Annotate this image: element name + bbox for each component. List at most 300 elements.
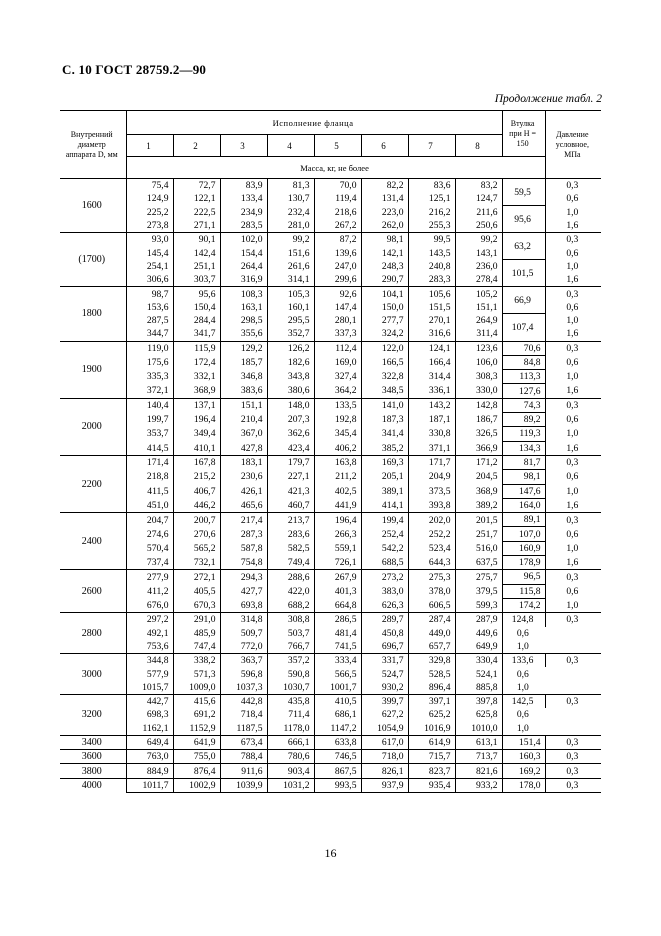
bushing-header: Втулка при H = 150 [502, 111, 545, 157]
mass-cell: 99,2 [267, 233, 314, 247]
bushing-cell: 70,6 [502, 341, 545, 355]
mass-cell: 106,0 [455, 355, 502, 369]
table-row [60, 370, 601, 384]
pressure-cell: 0,3 [545, 694, 601, 708]
table-row [60, 484, 601, 498]
mass-cell: 272,1 [173, 570, 220, 584]
pressure-cell: 0,6 [545, 527, 601, 541]
mass-cell: 649,4 [126, 735, 173, 749]
mass-cell: 867,5 [314, 764, 361, 778]
mass-cell: 1030,7 [267, 681, 314, 695]
table-row [60, 541, 601, 555]
diameter-cell: 3000 [60, 654, 126, 695]
mass-cell: 87,2 [314, 233, 361, 247]
mass-cell: 389,1 [361, 484, 408, 498]
mass-cell: 688,5 [361, 556, 408, 570]
mass-cell: 876,4 [173, 764, 220, 778]
mass-cell: 614,9 [408, 735, 455, 749]
bushing-cell: 178,9 [502, 556, 545, 570]
mass-cell: 414,5 [126, 441, 173, 455]
mass-cell: 335,3 [146, 371, 169, 383]
table-row [60, 398, 601, 412]
mass-cell: 627,2 [361, 708, 408, 721]
mass-cell: 485,9 [173, 627, 220, 640]
mass-cell: 196,4 [173, 413, 220, 427]
pressure-header: Давление условное, МПа [545, 111, 601, 179]
table-row [60, 314, 601, 327]
pressure-cell: 1,0 [502, 681, 545, 695]
mass-cell: 119,0 [126, 341, 173, 355]
mass-cell: 125,1 [408, 192, 455, 205]
mass-cell: 516,0 [455, 541, 502, 555]
mass-cell: 587,8 [220, 541, 267, 555]
diameter-cell: 2600 [60, 570, 126, 613]
mass-cell: 297,2 [126, 613, 173, 627]
mass-cell: 262,0 [361, 219, 408, 233]
table-row [60, 355, 601, 369]
mass-cell: 766,7 [267, 640, 314, 654]
mass-cell: 314,8 [220, 613, 267, 627]
mass-cell: 363,7 [220, 654, 267, 668]
table-row [60, 681, 601, 695]
mass-cell: 287,5 [146, 315, 169, 327]
table-row [60, 427, 601, 441]
mass-cell: 270,1 [408, 314, 455, 327]
mass-cell: 72,7 [173, 179, 220, 193]
mass-cell: 937,9 [361, 778, 408, 792]
mass-cell: 124,9 [146, 193, 169, 205]
mass-cell: 397,8 [455, 694, 502, 708]
mass-cell: 240,8 [408, 260, 455, 273]
bushing-cell: 142,5 [502, 694, 545, 708]
mass-cell: 435,8 [267, 694, 314, 708]
mass-cell: 1002,9 [173, 778, 220, 792]
flange-version-number: 2 [173, 135, 220, 157]
mass-cell: 1010,0 [455, 722, 502, 736]
mass-cell: 163,1 [220, 301, 267, 314]
pressure-cell: 1,0 [545, 598, 601, 612]
flange-version-number: 8 [455, 135, 502, 157]
mass-cell: 299,6 [314, 273, 361, 287]
mass-cell: 270,6 [173, 527, 220, 541]
mass-cell: 289,7 [361, 613, 408, 627]
pressure-cell: 0,3 [545, 778, 601, 792]
page-number: 16 [324, 846, 337, 860]
mass-cell: 737,4 [126, 556, 173, 570]
mass-cell: 524,7 [361, 667, 408, 680]
mass-cell: 441,9 [314, 498, 361, 512]
mass-cell: 252,4 [361, 527, 408, 541]
mass-cell: 70,0 [314, 179, 361, 193]
mass-cell: 481,4 [314, 627, 361, 640]
mass-cell: 383,0 [361, 584, 408, 598]
bushing-cell: 98,1 [502, 470, 545, 484]
mass-cell: 911,6 [220, 764, 267, 778]
table-row [60, 598, 601, 612]
mass-cell: 154,4 [220, 246, 267, 259]
mass-cell: 105,2 [455, 287, 502, 301]
mass-cell: 449,6 [455, 627, 502, 640]
pressure-cell: 0,3 [545, 570, 601, 584]
mass-cell: 402,5 [314, 484, 361, 498]
mass-cell: 380,6 [267, 384, 314, 398]
mass-cell: 337,3 [314, 327, 361, 341]
table-row [60, 640, 601, 654]
pressure-cell: 1,6 [545, 327, 601, 341]
mass-cell: 167,8 [173, 455, 220, 469]
mass-cell: 930,2 [361, 681, 408, 695]
mass-cell: 232,4 [267, 206, 314, 219]
pressure-cell: 0,6 [502, 708, 545, 721]
mass-cell: 780,6 [267, 750, 314, 764]
mass-cell: 150,4 [173, 301, 220, 314]
pressure-cell: 0,6 [502, 627, 545, 640]
mass-cell: 582,5 [267, 541, 314, 555]
mass-cell: 1039,9 [220, 778, 267, 792]
mass-cell: 172,4 [173, 355, 220, 369]
mass-cell: 286,5 [314, 613, 361, 627]
mass-cell: 341,7 [173, 327, 220, 341]
table-row [60, 455, 601, 469]
mass-cell: 657,7 [408, 640, 455, 654]
pressure-cell: 1,0 [545, 370, 601, 384]
mass-cell: 211,2 [314, 470, 361, 484]
mass-cell: 372,1 [126, 384, 173, 398]
pressure-cell: 1,6 [545, 219, 601, 233]
mass-cell: 182,6 [267, 355, 314, 369]
mass-cell: 124,7 [455, 192, 502, 205]
mass-cell: 676,0 [126, 598, 173, 612]
mass-cell: 225,2 [146, 206, 169, 218]
mass-cell: 559,1 [314, 541, 361, 555]
mass-cell: 411,5 [147, 485, 169, 497]
mass-cell: 248,3 [361, 260, 408, 273]
mass-cell: 649,9 [455, 640, 502, 654]
mass-cell: 625,2 [408, 708, 455, 721]
mass-cell: 254,1 [146, 260, 169, 272]
bushing-cell: 63,2 [502, 233, 545, 260]
mass-cell: 151,1 [455, 301, 502, 314]
pressure-cell: 1,0 [545, 260, 601, 273]
mass-cell: 99,5 [408, 233, 455, 247]
flange-version-number: 7 [408, 135, 455, 157]
mass-cell: 353,7 [146, 428, 169, 440]
mass-cell: 255,3 [408, 219, 455, 233]
table-row [60, 750, 601, 764]
mass-cell: 577,9 [146, 668, 169, 680]
mass-cell: 287,4 [408, 613, 455, 627]
mass-cell: 1178,0 [267, 722, 314, 736]
mass-cell: 306,6 [126, 273, 173, 287]
mass-cell: 204,5 [455, 470, 502, 484]
bushing-cell: 169,2 [502, 764, 545, 778]
mass-cell: 230,6 [220, 470, 267, 484]
mass-cell: 227,1 [267, 470, 314, 484]
bushing-cell: 115,8 [502, 584, 545, 598]
mass-cell: 421,3 [267, 484, 314, 498]
mass-cell: 202,0 [408, 513, 455, 527]
mass-cell: 442,7 [126, 694, 173, 708]
mass-table [60, 110, 601, 793]
mass-cell: 90,1 [173, 233, 220, 247]
mass-cell: 348,5 [361, 384, 408, 398]
mass-cell: 83,2 [455, 179, 502, 193]
mass-cell: 352,7 [267, 327, 314, 341]
mass-cell: 140,4 [126, 398, 173, 412]
mass-units-header: Масса, кг, не более [126, 157, 545, 179]
mass-cell: 345,4 [314, 427, 361, 441]
bushing-cell: 59,5 [502, 179, 545, 206]
mass-cell: 333,4 [314, 654, 361, 668]
mass-cell: 273,2 [361, 570, 408, 584]
mass-cell: 698,3 [146, 709, 169, 721]
mass-cell: 169,0 [314, 355, 361, 369]
mass-cell: 283,3 [408, 273, 455, 287]
mass-cell: 179,7 [267, 455, 314, 469]
mass-cell: 385,2 [361, 441, 408, 455]
mass-cell: 204,7 [126, 513, 173, 527]
mass-cell: 213,7 [267, 513, 314, 527]
mass-cell: 711,4 [267, 708, 314, 721]
mass-cell: 613,1 [455, 735, 502, 749]
table-row [60, 527, 601, 541]
pressure-cell: 0,3 [545, 613, 601, 627]
mass-cell: 95,6 [173, 287, 220, 301]
table-row [60, 413, 601, 427]
mass-cell: 565,2 [173, 541, 220, 555]
mass-cell: 151,5 [408, 301, 455, 314]
table-row [60, 206, 601, 219]
mass-cell: 150,0 [361, 301, 408, 314]
bushing-cell: 160,3 [502, 750, 545, 764]
table-row [60, 470, 601, 484]
mass-cell: 250,6 [455, 219, 502, 233]
mass-cell: 124,1 [408, 341, 455, 355]
diameter-cell: 3800 [60, 764, 126, 778]
mass-cell: 280,1 [314, 314, 361, 327]
mass-cell: 746,5 [314, 750, 361, 764]
mass-cell: 670,3 [173, 598, 220, 612]
mass-cell: 772,0 [220, 640, 267, 654]
mass-cell: 218,6 [314, 206, 361, 219]
mass-cell: 542,2 [361, 541, 408, 555]
mass-cell: 327,4 [314, 370, 361, 384]
diameter-cell: (1700) [60, 233, 126, 287]
table-row [60, 722, 601, 736]
bushing-cell: 113,3 [502, 370, 545, 384]
mass-cell: 442,8 [220, 694, 267, 708]
bushing-cell: 178,0 [502, 778, 545, 792]
table-row [60, 570, 601, 584]
pressure-cell: 1,6 [545, 498, 601, 512]
bushing-cell: 89,1 [502, 513, 545, 527]
mass-cell: 933,2 [455, 778, 502, 792]
mass-cell: 673,4 [220, 735, 267, 749]
mass-cell: 166,5 [361, 355, 408, 369]
mass-cell: 192,8 [314, 413, 361, 427]
mass-cell: 606,5 [408, 598, 455, 612]
diameter-cell: 2800 [60, 613, 126, 654]
mass-cell: 326,5 [455, 427, 502, 441]
mass-cell: 98,1 [361, 233, 408, 247]
bushing-cell: 107,4 [502, 314, 545, 341]
pressure-cell: 0,6 [545, 355, 601, 369]
mass-cell: 331,7 [361, 654, 408, 668]
mass-cell: 216,2 [408, 206, 455, 219]
mass-cell: 295,5 [267, 314, 314, 327]
mass-cell: 741,5 [314, 640, 361, 654]
mass-cell: 362,6 [267, 427, 314, 441]
mass-cell: 145,4 [146, 247, 169, 259]
mass-cell: 171,7 [408, 455, 455, 469]
mass-cell: 277,7 [361, 314, 408, 327]
pressure-cell: 1,6 [545, 273, 601, 287]
table-row [60, 179, 601, 193]
mass-cell: 935,4 [408, 778, 455, 792]
bushing-cell: 96,5 [502, 570, 545, 584]
mass-cell: 175,6 [146, 357, 169, 368]
mass-cell: 137,1 [173, 398, 220, 412]
flange-version-number: 5 [314, 135, 361, 157]
mass-cell: 373,5 [408, 484, 455, 498]
bushing-cell: 81,7 [502, 455, 545, 469]
table-row [60, 613, 601, 627]
mass-cell: 131,4 [361, 192, 408, 205]
bushing-cell: 101,5 [502, 260, 545, 287]
mass-cell: 143,1 [455, 246, 502, 259]
table-row [60, 260, 601, 273]
mass-cell: 252,2 [408, 527, 455, 541]
mass-cell: 183,1 [220, 455, 267, 469]
pressure-cell: 0,3 [545, 398, 601, 412]
mass-cell: 566,5 [314, 667, 361, 680]
bushing-cell: 89,2 [502, 413, 545, 427]
pressure-cell: 0,6 [545, 301, 601, 314]
mass-cell: 123,6 [455, 341, 502, 355]
mass-cell: 324,2 [361, 327, 408, 341]
mass-cell: 314,4 [408, 370, 455, 384]
mass-cell: 426,1 [220, 484, 267, 498]
flange-version-header: Исполнение фланца [126, 111, 502, 135]
mass-cell: 139,6 [314, 246, 361, 259]
mass-cell: 626,3 [361, 598, 408, 612]
mass-cell: 207,3 [267, 413, 314, 427]
pressure-cell: 1,0 [545, 541, 601, 555]
pressure-cell: 1,6 [545, 384, 601, 398]
mass-cell: 664,8 [314, 598, 361, 612]
mass-cell: 336,1 [408, 384, 455, 398]
document-header: С. 10 ГОСТ 28759.2—90 [62, 62, 207, 77]
mass-cell: 215,2 [173, 470, 220, 484]
mass-cell: 234,9 [220, 206, 267, 219]
table-row [60, 584, 601, 598]
mass-cell: 427,8 [220, 441, 267, 455]
mass-cell: 410,1 [173, 441, 220, 455]
mass-cell: 283,5 [220, 219, 267, 233]
mass-cell: 523,4 [408, 541, 455, 555]
mass-cell: 217,4 [220, 513, 267, 527]
table-row [60, 654, 601, 668]
mass-cell: 201,5 [455, 513, 502, 527]
mass-cell: 133,5 [314, 398, 361, 412]
mass-cell: 200,7 [173, 513, 220, 527]
mass-cell: 451,0 [126, 498, 173, 512]
mass-cell: 666,1 [267, 735, 314, 749]
mass-cell: 1011,7 [126, 778, 173, 792]
table-row [60, 287, 601, 301]
diameter-cell: 3200 [60, 694, 126, 735]
mass-cell: 171,4 [126, 455, 173, 469]
mass-cell: 1015,7 [126, 681, 173, 695]
mass-cell: 281,0 [267, 219, 314, 233]
mass-cell: 75,4 [126, 179, 173, 193]
mass-cell: 357,2 [267, 654, 314, 668]
mass-cell: 316,9 [220, 273, 267, 287]
mass-cell: 528,5 [408, 667, 455, 680]
mass-cell: 314,1 [267, 273, 314, 287]
pressure-cell: 0,6 [545, 470, 601, 484]
mass-cell: 273,8 [126, 219, 173, 233]
mass-cell: 83,6 [408, 179, 455, 193]
mass-cell: 379,5 [455, 584, 502, 598]
mass-cell: 641,9 [173, 735, 220, 749]
pressure-cell: 0,6 [502, 667, 545, 680]
table-row [60, 694, 601, 708]
bushing-cell: 174,2 [502, 598, 545, 612]
mass-cell: 753,6 [126, 640, 173, 654]
mass-cell: 82,2 [361, 179, 408, 193]
mass-cell: 367,0 [220, 427, 267, 441]
mass-cell: 119,4 [314, 192, 361, 205]
pressure-cell: 0,6 [545, 584, 601, 598]
mass-cell: 130,7 [267, 192, 314, 205]
pressure-cell: 1,0 [502, 722, 545, 736]
mass-cell: 153,6 [146, 301, 169, 313]
bushing-cell: 119,3 [502, 427, 545, 441]
mass-cell: 1031,2 [267, 778, 314, 792]
table-row [60, 513, 601, 527]
flange-version-number: 3 [220, 135, 267, 157]
mass-cell: 686,1 [314, 708, 361, 721]
mass-cell: 122,1 [173, 192, 220, 205]
mass-cell: 142,1 [361, 246, 408, 259]
mass-cell: 715,7 [408, 750, 455, 764]
mass-cell: 247,0 [314, 260, 361, 273]
mass-cell: 287,3 [220, 527, 267, 541]
pressure-cell: 0,6 [545, 192, 601, 205]
mass-cell: 896,4 [408, 681, 455, 695]
diameter-cell: 2000 [60, 398, 126, 455]
mass-cell: 1162,1 [126, 722, 173, 736]
mass-cell: 83,9 [220, 179, 267, 193]
mass-cell: 338,2 [173, 654, 220, 668]
mass-cell: 187,1 [408, 413, 455, 427]
mass-cell: 747,4 [173, 640, 220, 654]
mass-cell: 405,5 [173, 584, 220, 598]
mass-cell: 210,4 [220, 413, 267, 427]
mass-cell: 278,4 [455, 273, 502, 287]
mass-cell: 105,3 [267, 287, 314, 301]
mass-cell: 92,6 [314, 287, 361, 301]
pressure-cell: 1,0 [545, 484, 601, 498]
pressure-cell: 1,6 [545, 556, 601, 570]
bushing-cell: 74,3 [502, 398, 545, 412]
mass-cell: 355,6 [220, 327, 267, 341]
mass-cell: 364,2 [314, 384, 361, 398]
mass-cell: 186,7 [455, 413, 502, 427]
pressure-cell: 1,0 [502, 640, 545, 654]
mass-cell: 288,6 [267, 570, 314, 584]
